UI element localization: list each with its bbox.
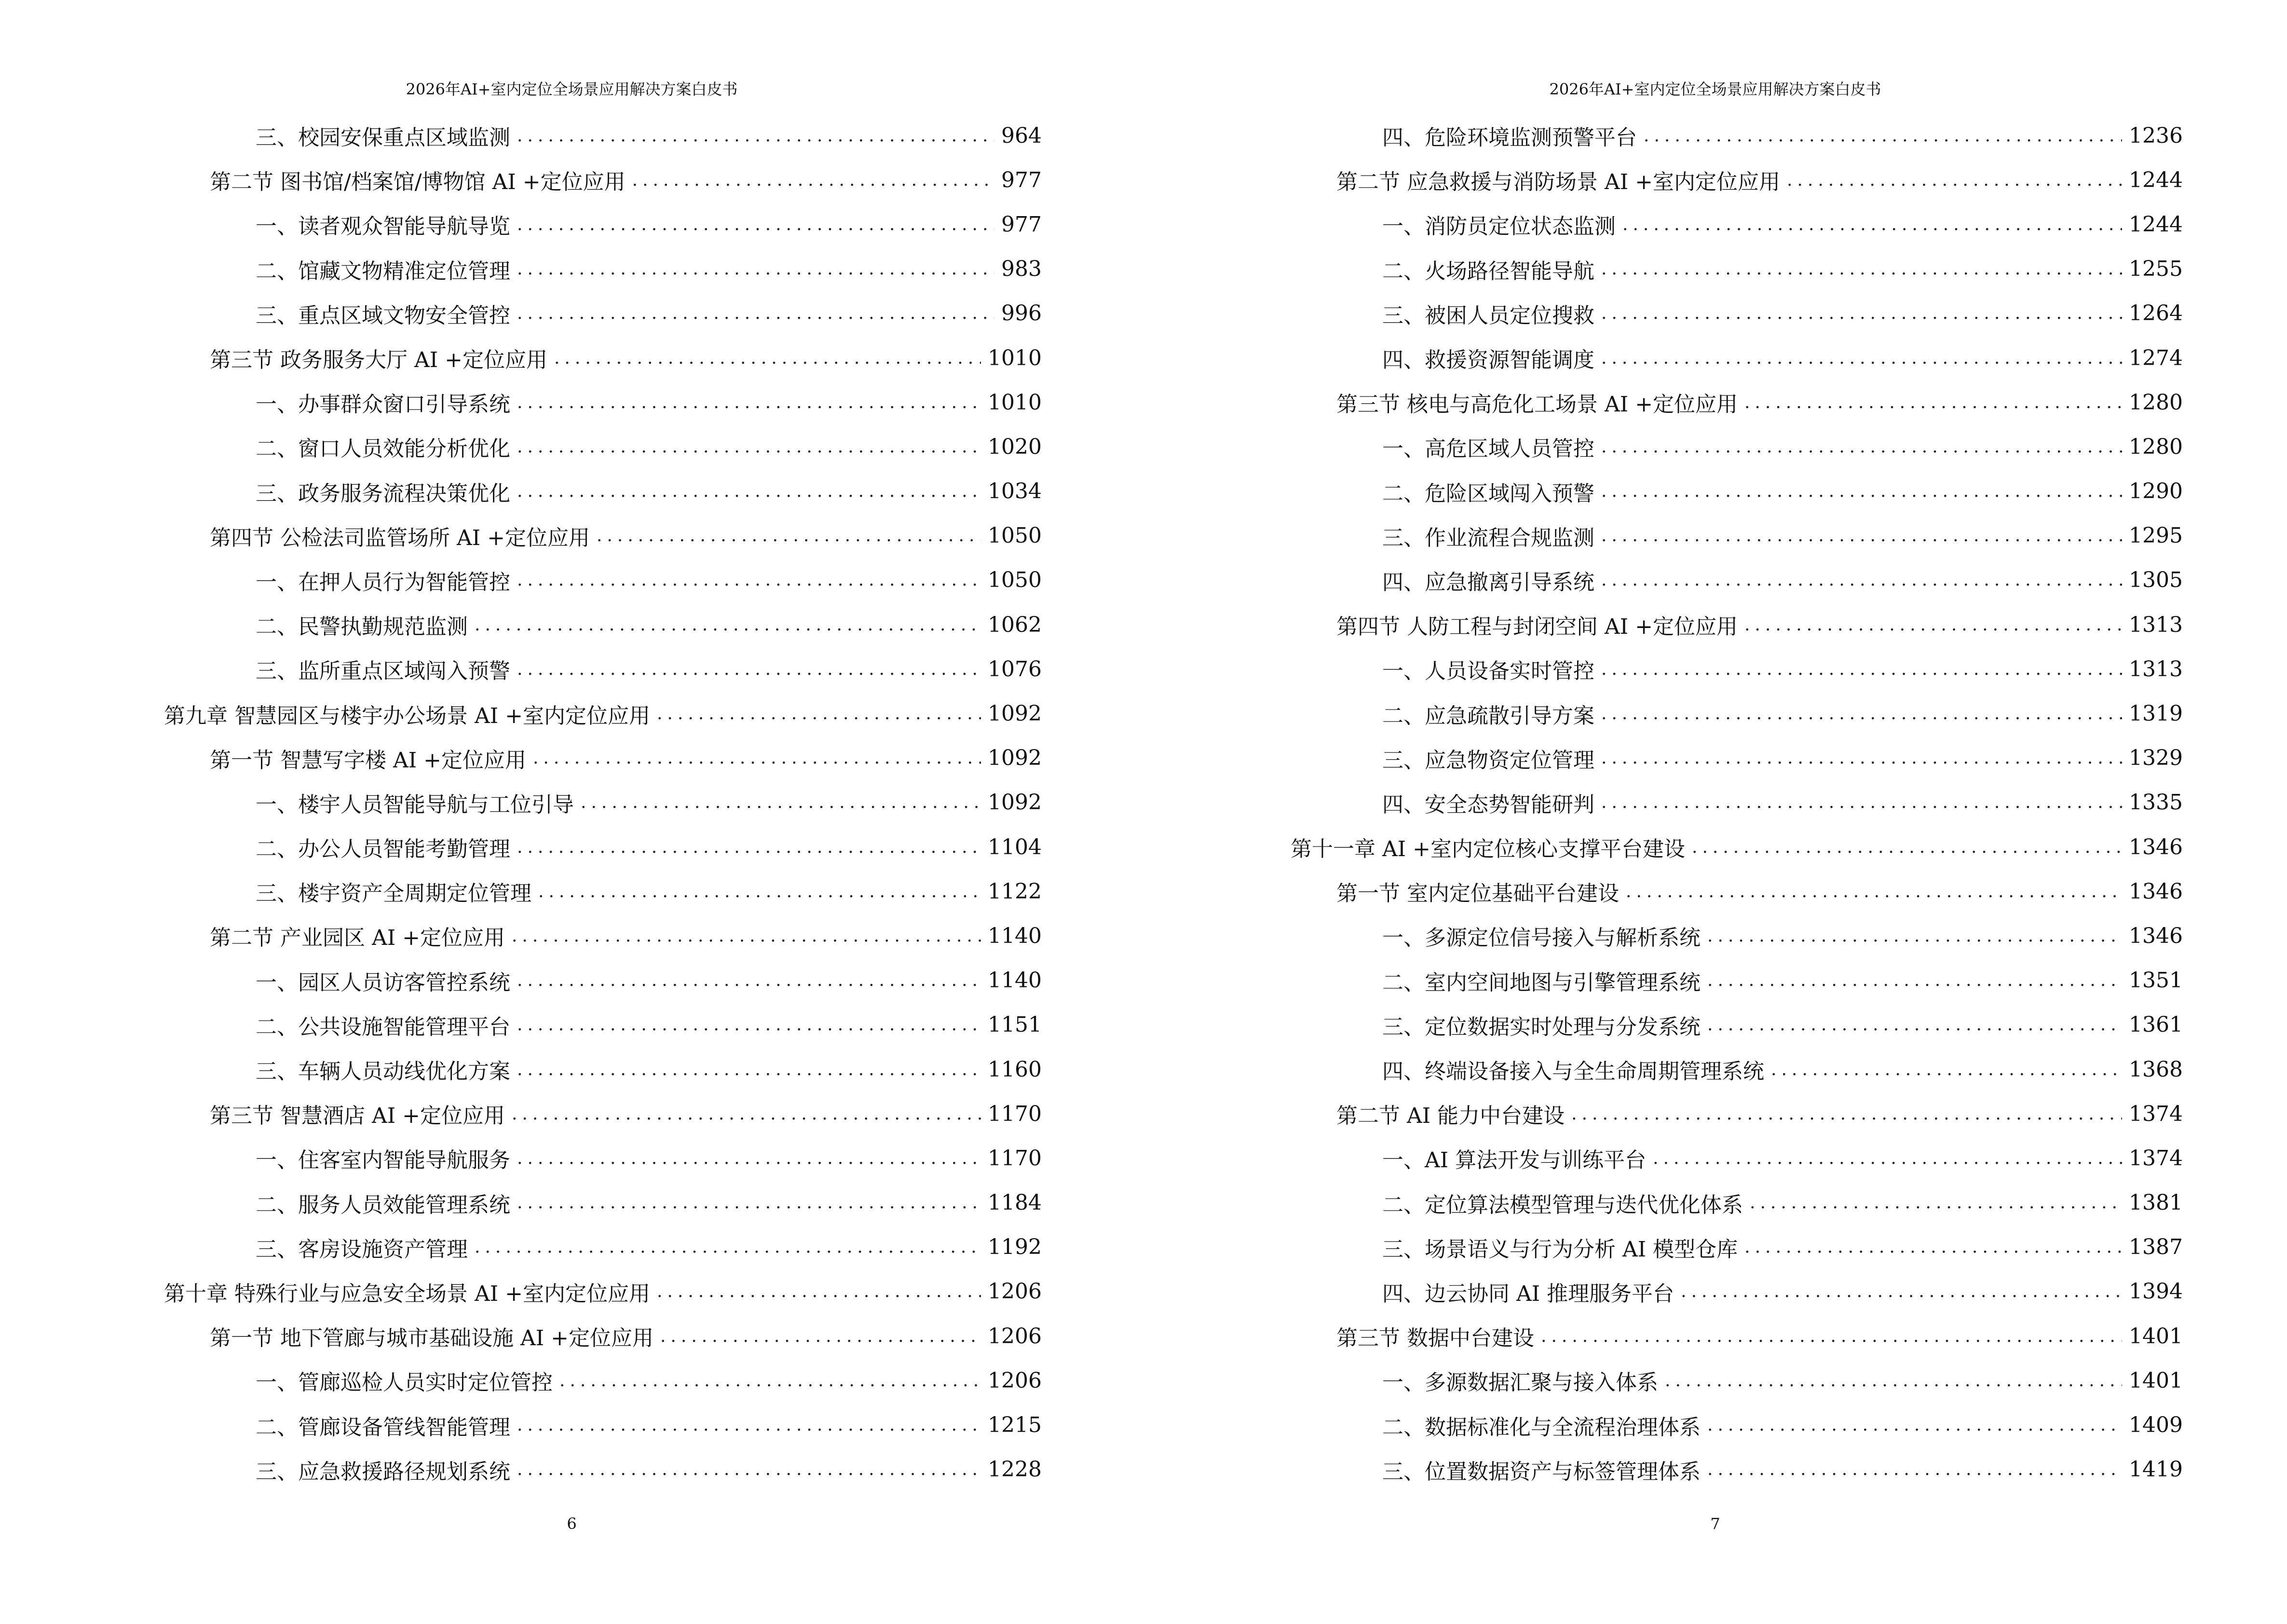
toc-entry[interactable] bbox=[1291, 602, 2183, 647]
toc-entry[interactable] bbox=[164, 780, 1042, 825]
dot-leader bbox=[533, 748, 981, 768]
toc-entry[interactable] bbox=[1291, 336, 2183, 380]
dot-leader bbox=[1601, 303, 2122, 323]
toc-entry-page: 1280 bbox=[2129, 434, 2183, 459]
toc-entry[interactable] bbox=[164, 1447, 1042, 1492]
dot-leader bbox=[660, 1326, 981, 1346]
dot-leader bbox=[1622, 215, 2122, 234]
dot-leader bbox=[1626, 882, 2122, 901]
toc-entry-title: 四、应急撤离引导系统 bbox=[1382, 570, 1594, 595]
toc-entry-title: 二、数据标准化与全流程治理体系 bbox=[1382, 1415, 1701, 1440]
toc-entry-title: 第二节 AI 能力中台建设 bbox=[1336, 1104, 1565, 1129]
toc-entry[interactable] bbox=[1291, 1269, 2183, 1314]
toc-entry[interactable] bbox=[1291, 380, 2183, 424]
table-of-contents bbox=[164, 113, 1042, 1492]
toc-entry-title: 第四节 人防工程与封闭空间 AI +定位应用 bbox=[1336, 614, 1738, 640]
toc-entry[interactable] bbox=[1291, 1225, 2183, 1269]
toc-entry-title: 四、安全态势智能研判 bbox=[1382, 792, 1594, 817]
dot-leader bbox=[1707, 926, 2122, 946]
toc-entry-title: 一、人员设备实时管控 bbox=[1382, 659, 1594, 684]
toc-entry[interactable] bbox=[164, 1269, 1042, 1314]
dot-leader bbox=[1744, 1237, 2122, 1257]
toc-entry-title: 一、园区人员访客管控系统 bbox=[256, 970, 510, 995]
toc-entry[interactable] bbox=[164, 291, 1042, 336]
toc-entry[interactable] bbox=[1291, 558, 2183, 602]
toc-entry[interactable] bbox=[1291, 1003, 2183, 1047]
dot-leader bbox=[1571, 1104, 2122, 1124]
toc-entry-title: 第十章 特殊行业与应急安全场景 AI +室内定位应用 bbox=[164, 1281, 650, 1306]
toc-entry-title: 二、火场路径智能导航 bbox=[1382, 259, 1594, 284]
toc-entry-page: 964 bbox=[1001, 123, 1042, 148]
toc-entry-title: 第二节 产业园区 AI +定位应用 bbox=[210, 926, 505, 951]
toc-entry[interactable] bbox=[164, 558, 1042, 602]
toc-entry-page: 1160 bbox=[988, 1057, 1042, 1082]
toc-entry[interactable] bbox=[164, 336, 1042, 380]
toc-entry[interactable] bbox=[164, 469, 1042, 514]
page-header: 2026年AI+室内定位全场景应用解决方案白皮书 bbox=[1549, 80, 1881, 98]
toc-entry[interactable] bbox=[164, 1181, 1042, 1225]
toc-entry-page: 1244 bbox=[2129, 167, 2183, 192]
toc-entry-page: 1062 bbox=[988, 612, 1042, 637]
dot-leader bbox=[1744, 615, 2122, 635]
toc-entry[interactable] bbox=[164, 380, 1042, 424]
toc-entry[interactable] bbox=[164, 1136, 1042, 1180]
dot-leader bbox=[517, 437, 981, 457]
toc-entry-page: 1381 bbox=[2129, 1190, 2183, 1215]
dot-leader bbox=[1750, 1193, 2122, 1213]
toc-entry-page: 1419 bbox=[2129, 1457, 2183, 1482]
toc-entry-page: 1329 bbox=[2129, 746, 2183, 771]
toc-entry-page: 1305 bbox=[2129, 568, 2183, 593]
toc-entry-title: 四、救援资源智能调度 bbox=[1382, 348, 1594, 373]
dot-leader bbox=[657, 1282, 981, 1301]
toc-entry-page: 1313 bbox=[2129, 612, 2183, 637]
dot-leader bbox=[1653, 1148, 2122, 1168]
page-number: 7 bbox=[1710, 1515, 1720, 1533]
toc-entry-page: 1010 bbox=[988, 345, 1042, 370]
dot-leader bbox=[1601, 437, 2122, 457]
dot-leader bbox=[554, 348, 981, 368]
toc-entry-title: 三、被困人员定位搜救 bbox=[1382, 303, 1594, 328]
dot-leader bbox=[1601, 748, 2122, 768]
toc-entry-page: 996 bbox=[1001, 301, 1042, 326]
dot-leader bbox=[1692, 837, 2122, 857]
toc-entry-title: 三、客房设施资产管理 bbox=[256, 1237, 468, 1262]
toc-entry[interactable] bbox=[1291, 780, 2183, 825]
toc-entry-page: 1346 bbox=[2129, 923, 2183, 948]
toc-entry-title: 三、作业流程合规监测 bbox=[1382, 525, 1594, 550]
dot-leader bbox=[1601, 704, 2122, 723]
toc-entry-page: 1206 bbox=[988, 1279, 1042, 1304]
toc-entry-page: 1401 bbox=[2129, 1368, 2183, 1393]
toc-entry-page: 1290 bbox=[2129, 479, 2183, 504]
toc-entry[interactable] bbox=[1291, 1047, 2183, 1092]
toc-entry[interactable] bbox=[164, 1003, 1042, 1047]
dot-leader bbox=[1787, 170, 2122, 190]
toc-entry-page: 1206 bbox=[988, 1324, 1042, 1349]
toc-entry-title: 二、民警执勤规范监测 bbox=[256, 614, 468, 640]
toc-entry-title: 三、位置数据资产与标签管理体系 bbox=[1382, 1459, 1701, 1484]
dot-leader bbox=[1771, 1060, 2122, 1079]
toc-entry[interactable] bbox=[164, 424, 1042, 469]
dot-leader bbox=[517, 481, 981, 501]
toc-entry[interactable] bbox=[1291, 469, 2183, 514]
toc-entry-title: 三、楼宇资产全周期定位管理 bbox=[256, 881, 531, 906]
dot-leader bbox=[512, 1104, 981, 1124]
dot-leader bbox=[517, 259, 994, 279]
dot-leader bbox=[1601, 481, 2122, 501]
toc-entry-title: 三、校园安保重点区域监测 bbox=[256, 125, 510, 150]
toc-entry-title: 第一节 室内定位基础平台建设 bbox=[1336, 881, 1619, 906]
toc-entry[interactable] bbox=[1291, 1403, 2183, 1447]
dot-leader bbox=[1707, 1015, 2122, 1035]
toc-entry-page: 1361 bbox=[2129, 1012, 2183, 1037]
toc-entry-title: 一、楼宇人员智能导航与工位引导 bbox=[256, 792, 574, 817]
toc-entry-title: 三、应急救援路径规划系统 bbox=[256, 1459, 510, 1484]
toc-entry-title: 三、应急物资定位管理 bbox=[1382, 748, 1594, 773]
toc-entry[interactable] bbox=[1291, 1447, 2183, 1492]
toc-entry-title: 三、政务服务流程决策优化 bbox=[256, 481, 510, 506]
toc-entry-page: 1020 bbox=[988, 434, 1042, 459]
toc-entry[interactable] bbox=[164, 647, 1042, 691]
toc-entry-page: 1050 bbox=[988, 568, 1042, 593]
toc-entry-page: 1295 bbox=[2129, 523, 2183, 548]
toc-entry-page: 1170 bbox=[988, 1146, 1042, 1171]
toc-entry-title: 第三节 核电与高危化工场景 AI +定位应用 bbox=[1336, 392, 1738, 417]
toc-entry[interactable] bbox=[1291, 1358, 2183, 1403]
right-page bbox=[1144, 0, 2287, 1624]
toc-entry-page: 1034 bbox=[988, 479, 1042, 504]
dot-leader bbox=[475, 615, 981, 635]
toc-entry-page: 1264 bbox=[2129, 301, 2183, 326]
toc-entry[interactable] bbox=[1291, 691, 2183, 736]
toc-entry[interactable] bbox=[164, 736, 1042, 780]
toc-entry-page: 1092 bbox=[988, 746, 1042, 771]
dot-leader bbox=[517, 1015, 981, 1035]
toc-entry-title: 二、公共设施智能管理平台 bbox=[256, 1014, 510, 1039]
dot-leader bbox=[1601, 348, 2122, 368]
toc-entry-page: 1140 bbox=[988, 923, 1042, 948]
toc-entry-title: 一、在押人员行为智能管控 bbox=[256, 570, 510, 595]
toc-entry-title: 一、读者观众智能导航导览 bbox=[256, 214, 510, 239]
toc-entry-page: 1050 bbox=[988, 523, 1042, 548]
dot-leader bbox=[1601, 570, 2122, 590]
toc-entry[interactable] bbox=[1291, 825, 2183, 869]
toc-entry[interactable] bbox=[164, 691, 1042, 736]
toc-entry-title: 三、场景语义与行为分析 AI 模型仓库 bbox=[1382, 1237, 1738, 1262]
toc-entry[interactable] bbox=[164, 869, 1042, 914]
dot-leader bbox=[517, 1193, 981, 1213]
toc-entry-page: 1184 bbox=[988, 1190, 1042, 1215]
dot-leader bbox=[1644, 126, 2122, 146]
toc-entry[interactable] bbox=[1291, 1314, 2183, 1358]
toc-entry-page: 1076 bbox=[988, 656, 1042, 682]
toc-entry-page: 1192 bbox=[988, 1235, 1042, 1260]
toc-entry-title: 一、办事群众窗口引导系统 bbox=[256, 392, 510, 417]
toc-entry-title: 第三节 智慧酒店 AI +定位应用 bbox=[210, 1104, 505, 1129]
dot-leader bbox=[517, 1415, 981, 1435]
dot-leader bbox=[1541, 1326, 2122, 1346]
toc-entry-page: 1092 bbox=[988, 790, 1042, 815]
toc-entry-title: 三、定位数据实时处理与分发系统 bbox=[1382, 1014, 1701, 1039]
toc-entry-title: 四、终端设备接入与全生命周期管理系统 bbox=[1382, 1059, 1764, 1084]
toc-entry[interactable] bbox=[164, 113, 1042, 158]
dot-leader bbox=[581, 792, 981, 812]
toc-entry-page: 1255 bbox=[2129, 257, 2183, 282]
toc-entry[interactable] bbox=[1291, 1181, 2183, 1225]
page-number: 6 bbox=[567, 1515, 577, 1533]
toc-entry[interactable] bbox=[164, 514, 1042, 558]
toc-entry[interactable] bbox=[1291, 736, 2183, 780]
dot-leader bbox=[517, 1460, 981, 1479]
toc-entry-page: 1346 bbox=[2129, 834, 2183, 860]
toc-entry-title: 二、窗口人员效能分析优化 bbox=[256, 437, 510, 462]
dot-leader bbox=[597, 526, 981, 546]
toc-entry-title: 二、办公人员智能考勤管理 bbox=[256, 837, 510, 862]
dot-leader bbox=[517, 837, 981, 857]
toc-entry[interactable] bbox=[164, 247, 1042, 291]
dot-leader bbox=[517, 970, 981, 990]
toc-entry-page: 983 bbox=[1001, 257, 1042, 282]
toc-entry-page: 1313 bbox=[2129, 656, 2183, 682]
toc-entry-page: 1122 bbox=[988, 879, 1042, 904]
dot-leader bbox=[1681, 1282, 2122, 1301]
toc-entry-title: 二、危险区域闯入预警 bbox=[1382, 481, 1594, 506]
dot-leader bbox=[1601, 659, 2122, 679]
toc-entry-page: 1394 bbox=[2129, 1279, 2183, 1304]
toc-entry-page: 1374 bbox=[2129, 1146, 2183, 1171]
dot-leader bbox=[517, 303, 994, 323]
toc-entry-title: 三、车辆人员动线优化方案 bbox=[256, 1059, 510, 1084]
toc-entry[interactable] bbox=[1291, 291, 2183, 336]
dot-leader bbox=[1707, 1460, 2122, 1479]
dot-leader bbox=[517, 1148, 981, 1168]
toc-entry-page: 1368 bbox=[2129, 1057, 2183, 1082]
toc-entry-title: 第三节 政务服务大厅 AI +定位应用 bbox=[210, 348, 547, 373]
toc-entry-title: 一、消防员定位状态监测 bbox=[1382, 214, 1616, 239]
dot-leader bbox=[517, 215, 994, 234]
toc-entry-page: 1151 bbox=[988, 1012, 1042, 1037]
toc-entry-title: 一、住客室内智能导航服务 bbox=[256, 1148, 510, 1173]
toc-entry-title: 二、管廊设备管线智能管理 bbox=[256, 1415, 510, 1440]
dot-leader bbox=[1601, 259, 2122, 279]
dot-leader bbox=[559, 1371, 981, 1391]
dot-leader bbox=[1707, 970, 2122, 990]
toc-entry[interactable] bbox=[1291, 869, 2183, 914]
dot-leader bbox=[1707, 1415, 2122, 1435]
toc-entry-page: 1274 bbox=[2129, 345, 2183, 370]
dot-leader bbox=[1601, 792, 2122, 812]
toc-entry[interactable] bbox=[164, 914, 1042, 958]
toc-entry[interactable] bbox=[164, 1047, 1042, 1092]
toc-entry-title: 一、管廊巡检人员实时定位管控 bbox=[256, 1370, 553, 1395]
toc-entry[interactable] bbox=[164, 158, 1042, 202]
toc-entry[interactable] bbox=[164, 202, 1042, 246]
toc-entry-page: 1409 bbox=[2129, 1413, 2183, 1438]
toc-entry[interactable] bbox=[1291, 1092, 2183, 1136]
toc-entry[interactable] bbox=[164, 1403, 1042, 1447]
toc-entry-title: 二、定位算法模型管理与迭代优化体系 bbox=[1382, 1192, 1743, 1217]
toc-entry-title: 一、多源数据汇聚与接入体系 bbox=[1382, 1370, 1658, 1395]
toc-entry-page: 1319 bbox=[2129, 701, 2183, 726]
toc-entry-title: 二、服务人员效能管理系统 bbox=[256, 1192, 510, 1217]
dot-leader bbox=[512, 926, 981, 946]
toc-entry-page: 1140 bbox=[988, 968, 1042, 993]
toc-entry[interactable] bbox=[1291, 514, 2183, 558]
toc-entry[interactable] bbox=[1291, 158, 2183, 202]
dot-leader bbox=[538, 882, 981, 901]
toc-entry-title: 第一节 智慧写字楼 AI +定位应用 bbox=[210, 748, 526, 773]
toc-entry-title: 第十一章 AI +室内定位核心支撑平台建设 bbox=[1291, 837, 1685, 862]
toc-entry-page: 1280 bbox=[2129, 390, 2183, 415]
dot-leader bbox=[517, 570, 981, 590]
toc-entry-page: 1215 bbox=[988, 1413, 1042, 1438]
toc-entry[interactable] bbox=[164, 958, 1042, 1003]
toc-entry[interactable] bbox=[1291, 113, 2183, 158]
toc-entry-page: 1374 bbox=[2129, 1101, 2183, 1126]
toc-entry-page: 977 bbox=[1001, 167, 1042, 192]
toc-entry-page: 1206 bbox=[988, 1368, 1042, 1393]
toc-entry-title: 三、重点区域文物安全管控 bbox=[256, 303, 510, 328]
toc-entry-title: 二、馆藏文物精准定位管理 bbox=[256, 259, 510, 284]
toc-entry-page: 1228 bbox=[988, 1457, 1042, 1482]
toc-entry-title: 一、高危区域人员管控 bbox=[1382, 437, 1594, 462]
toc-entry-page: 1010 bbox=[988, 390, 1042, 415]
toc-entry-page: 1335 bbox=[2129, 790, 2183, 815]
toc-entry-title: 第三节 数据中台建设 bbox=[1336, 1326, 1534, 1351]
toc-entry[interactable] bbox=[1291, 1136, 2183, 1180]
toc-entry[interactable] bbox=[164, 1092, 1042, 1136]
toc-entry-title: 一、多源定位信号接入与解析系统 bbox=[1382, 926, 1701, 951]
dot-leader bbox=[1601, 526, 2122, 546]
toc-entry[interactable] bbox=[164, 1314, 1042, 1358]
toc-entry-page: 1244 bbox=[2129, 212, 2183, 237]
dot-leader bbox=[632, 170, 994, 190]
dot-leader bbox=[1744, 393, 2122, 412]
toc-entry-title: 三、监所重点区域闯入预警 bbox=[256, 659, 510, 684]
toc-entry-title: 二、室内空间地图与引擎管理系统 bbox=[1382, 970, 1701, 995]
toc-entry-page: 1104 bbox=[988, 834, 1042, 860]
dot-leader bbox=[517, 1060, 981, 1079]
toc-entry[interactable] bbox=[1291, 647, 2183, 691]
toc-entry[interactable] bbox=[164, 602, 1042, 647]
toc-entry-title: 四、边云协同 AI 推理服务平台 bbox=[1382, 1281, 1674, 1306]
toc-entry-title: 四、危险环境监测预警平台 bbox=[1382, 125, 1637, 150]
toc-entry-page: 1346 bbox=[2129, 879, 2183, 904]
dot-leader bbox=[517, 126, 994, 146]
toc-entry-title: 一、AI 算法开发与训练平台 bbox=[1382, 1148, 1647, 1173]
toc-entry[interactable] bbox=[1291, 247, 2183, 291]
toc-entry[interactable] bbox=[164, 1358, 1042, 1403]
dot-leader bbox=[1665, 1371, 2122, 1391]
toc-entry[interactable] bbox=[1291, 424, 2183, 469]
toc-entry[interactable] bbox=[164, 825, 1042, 869]
toc-entry-page: 977 bbox=[1001, 212, 1042, 237]
dot-leader bbox=[475, 1237, 981, 1257]
page-header: 2026年AI+室内定位全场景应用解决方案白皮书 bbox=[406, 80, 738, 98]
toc-entry[interactable] bbox=[1291, 958, 2183, 1003]
toc-entry-page: 1236 bbox=[2129, 123, 2183, 148]
table-of-contents bbox=[1291, 113, 2183, 1492]
toc-entry-title: 第一节 地下管廊与城市基础设施 AI +定位应用 bbox=[210, 1326, 653, 1351]
dot-leader bbox=[517, 393, 981, 412]
toc-entry[interactable] bbox=[1291, 202, 2183, 246]
dot-leader bbox=[657, 704, 981, 723]
toc-entry-title: 二、应急疏散引导方案 bbox=[1382, 703, 1594, 728]
toc-entry[interactable] bbox=[164, 1225, 1042, 1269]
toc-entry-page: 1351 bbox=[2129, 968, 2183, 993]
toc-entry-page: 1387 bbox=[2129, 1235, 2183, 1260]
toc-entry[interactable] bbox=[1291, 914, 2183, 958]
dot-leader bbox=[517, 659, 981, 679]
toc-entry-page: 1170 bbox=[988, 1101, 1042, 1126]
toc-entry-title: 第九章 智慧园区与楼宇办公场景 AI +室内定位应用 bbox=[164, 703, 650, 728]
toc-entry-page: 1092 bbox=[988, 701, 1042, 726]
toc-entry-title: 第二节 应急救援与消防场景 AI +室内定位应用 bbox=[1336, 170, 1780, 195]
toc-entry-page: 1401 bbox=[2129, 1324, 2183, 1349]
toc-entry-title: 第四节 公检法司监管场所 AI +定位应用 bbox=[210, 525, 590, 550]
toc-entry-title: 第二节 图书馆/档案馆/博物馆 AI +定位应用 bbox=[210, 170, 626, 195]
